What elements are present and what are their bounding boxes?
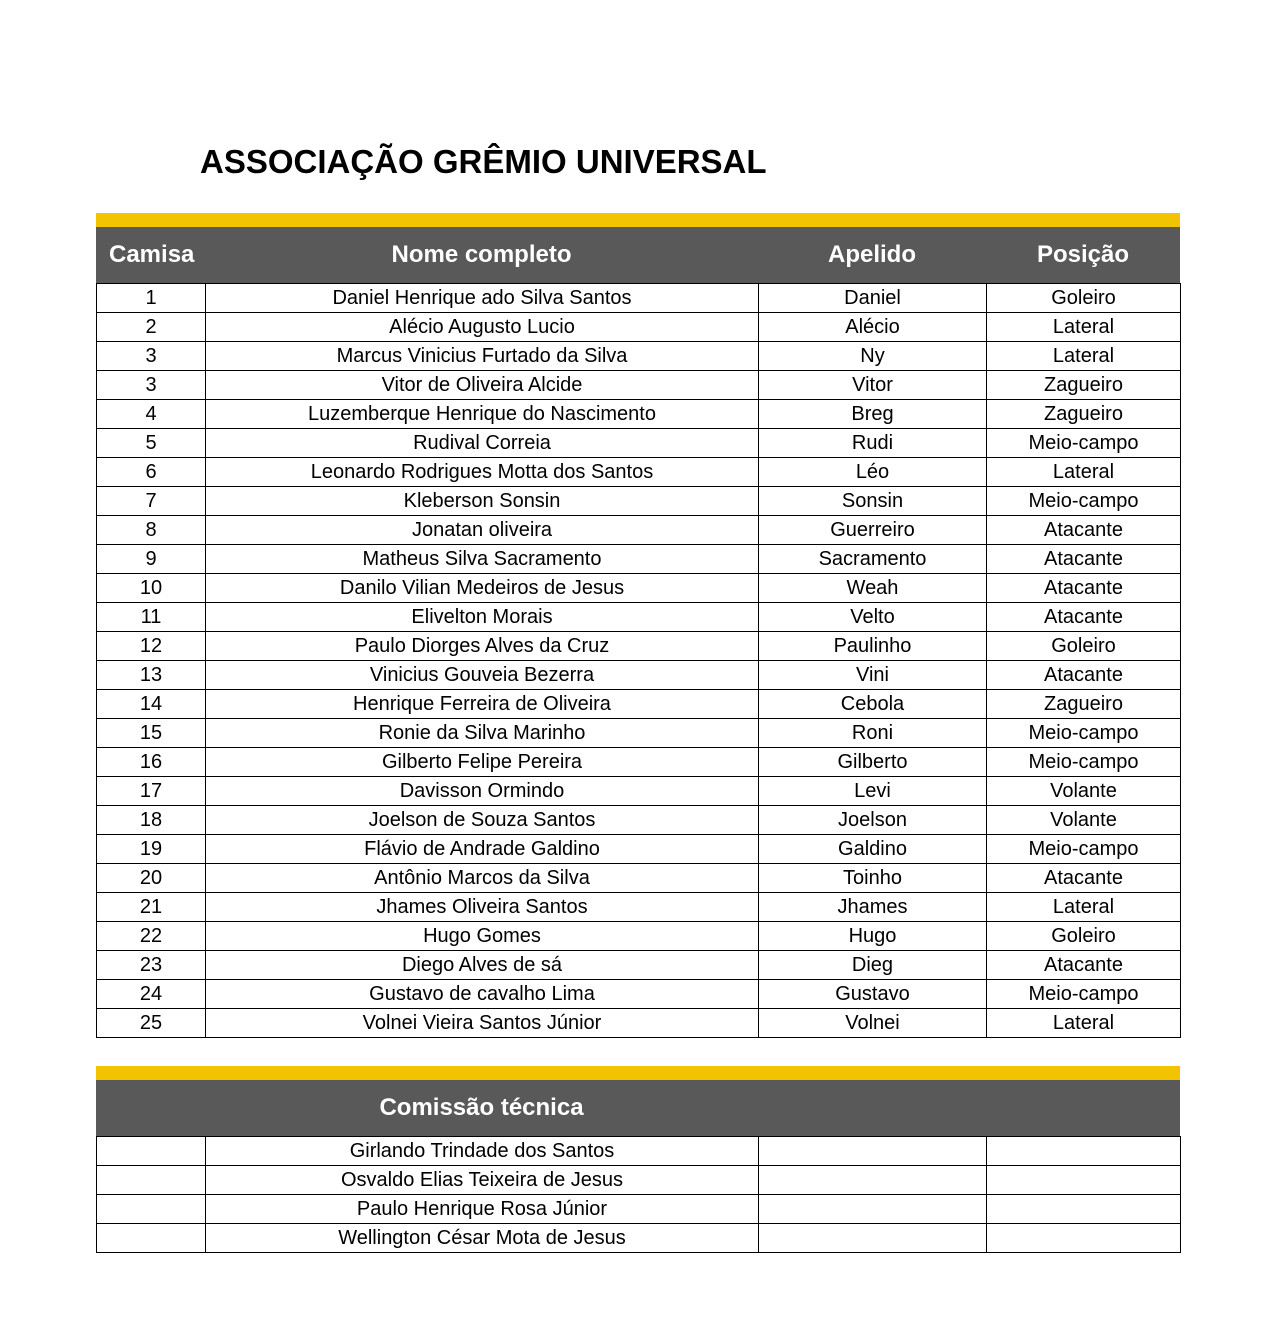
cell-position: Meio-campo — [987, 835, 1181, 864]
cell-full-name: Hugo Gomes — [206, 922, 759, 951]
player-row — [97, 284, 1181, 313]
cell-position: Meio-campo — [987, 719, 1181, 748]
cell-full-name: Leonardo Rodrigues Motta dos Santos — [206, 458, 759, 487]
cell-position: Meio-campo — [987, 980, 1181, 1009]
accent-bar — [96, 1066, 1180, 1080]
player-row — [97, 748, 1181, 777]
cell-position — [987, 1195, 1181, 1224]
cell-nickname: Volnei — [759, 1009, 987, 1038]
cell-full-name: Luzemberque Henrique do Nascimento — [206, 400, 759, 429]
cell-full-name: Rudival Correia — [206, 429, 759, 458]
header-staff-title: Comissão técnica — [379, 1094, 584, 1121]
players-table-body — [97, 284, 1181, 1038]
cell-position: Atacante — [987, 545, 1181, 574]
cell-position: Atacante — [987, 603, 1181, 632]
cell-nickname: Léo — [759, 458, 987, 487]
cell-position: Atacante — [987, 516, 1181, 545]
cell-shirt: 5 — [97, 429, 206, 458]
cell-nickname: Ny — [759, 342, 987, 371]
cell-shirt: 22 — [97, 922, 206, 951]
cell-position: Zagueiro — [987, 371, 1181, 400]
player-row — [97, 342, 1181, 371]
players-table — [96, 283, 1181, 1038]
staff-row — [97, 1166, 1181, 1195]
header-nickname: Apelido — [828, 241, 916, 268]
header-spacer — [986, 1080, 1180, 1136]
cell-nickname — [759, 1224, 987, 1253]
cell-position: Meio-campo — [987, 487, 1181, 516]
cell-shirt: 8 — [97, 516, 206, 545]
cell-position: Volante — [987, 806, 1181, 835]
cell-shirt: 18 — [97, 806, 206, 835]
header-spacer — [758, 1080, 986, 1136]
cell-full-name: Gilberto Felipe Pereira — [206, 748, 759, 777]
cell-shirt: 13 — [97, 661, 206, 690]
cell-nickname: Cebola — [759, 690, 987, 719]
page-title: ASSOCIAÇÃO GRÊMIO UNIVERSAL — [200, 143, 767, 180]
cell-position: Volante — [987, 777, 1181, 806]
cell-nickname: Vitor — [759, 371, 987, 400]
player-row — [97, 632, 1181, 661]
player-row — [97, 922, 1181, 951]
cell-position: Lateral — [987, 458, 1181, 487]
cell-nickname: Daniel — [759, 284, 987, 313]
player-row — [97, 603, 1181, 632]
staff-table-body — [97, 1137, 1181, 1253]
player-row — [97, 864, 1181, 893]
cell-nickname: Guerreiro — [759, 516, 987, 545]
cell-nickname: Toinho — [759, 864, 987, 893]
cell-nickname: Velto — [759, 603, 987, 632]
player-row — [97, 777, 1181, 806]
cell-full-name: Wellington César Mota de Jesus — [206, 1224, 759, 1253]
cell-shirt — [97, 1137, 206, 1166]
player-row — [97, 1009, 1181, 1038]
cell-shirt: 11 — [97, 603, 206, 632]
cell-shirt: 4 — [97, 400, 206, 429]
cell-full-name: Ronie da Silva Marinho — [206, 719, 759, 748]
cell-shirt: 9 — [97, 545, 206, 574]
cell-position — [987, 1137, 1181, 1166]
cell-shirt: 20 — [97, 864, 206, 893]
cell-position: Lateral — [987, 313, 1181, 342]
cell-nickname: Weah — [759, 574, 987, 603]
cell-full-name: Vitor de Oliveira Alcide — [206, 371, 759, 400]
cell-shirt: 19 — [97, 835, 206, 864]
cell-position: Lateral — [987, 342, 1181, 371]
cell-shirt: 1 — [97, 284, 206, 313]
cell-full-name: Paulo Henrique Rosa Júnior — [206, 1195, 759, 1224]
player-row — [97, 951, 1181, 980]
cell-position: Atacante — [987, 661, 1181, 690]
cell-nickname: Hugo — [759, 922, 987, 951]
cell-full-name: Marcus Vinicius Furtado da Silva — [206, 342, 759, 371]
cell-shirt: 16 — [97, 748, 206, 777]
cell-position: Lateral — [987, 1009, 1181, 1038]
staff-row — [97, 1137, 1181, 1166]
player-row — [97, 690, 1181, 719]
player-row — [97, 400, 1181, 429]
player-row — [97, 980, 1181, 1009]
cell-position: Meio-campo — [987, 429, 1181, 458]
player-row — [97, 545, 1181, 574]
cell-nickname: Vini — [759, 661, 987, 690]
cell-nickname: Sonsin — [759, 487, 987, 516]
cell-position: Goleiro — [987, 632, 1181, 661]
player-row — [97, 371, 1181, 400]
cell-full-name: Girlando Trindade dos Santos — [206, 1137, 759, 1166]
cell-full-name: Antônio Marcos da Silva — [206, 864, 759, 893]
cell-nickname: Joelson — [759, 806, 987, 835]
cell-nickname — [759, 1137, 987, 1166]
cell-full-name: Matheus Silva Sacramento — [206, 545, 759, 574]
cell-shirt: 25 — [97, 1009, 206, 1038]
cell-shirt: 12 — [97, 632, 206, 661]
staff-section — [96, 1066, 1180, 1253]
player-row — [97, 835, 1181, 864]
cell-position: Goleiro — [987, 922, 1181, 951]
cell-full-name: Kleberson Sonsin — [206, 487, 759, 516]
player-row — [97, 806, 1181, 835]
cell-shirt: 21 — [97, 893, 206, 922]
cell-full-name: Daniel Henrique ado Silva Santos — [206, 284, 759, 313]
cell-position — [987, 1224, 1181, 1253]
accent-bar — [96, 213, 1180, 227]
staff-row — [97, 1195, 1181, 1224]
staff-row — [97, 1224, 1181, 1253]
cell-full-name: Paulo Diorges Alves da Cruz — [206, 632, 759, 661]
cell-full-name: Gustavo de cavalho Lima — [206, 980, 759, 1009]
cell-shirt — [97, 1166, 206, 1195]
player-row — [97, 661, 1181, 690]
header-shirt: Camisa — [109, 241, 195, 268]
header-spacer — [96, 1080, 205, 1136]
cell-nickname: Alécio — [759, 313, 987, 342]
cell-shirt: 3 — [97, 371, 206, 400]
staff-header — [96, 1080, 1180, 1136]
cell-position: Atacante — [987, 864, 1181, 893]
cell-full-name: Joelson de Souza Santos — [206, 806, 759, 835]
player-row — [97, 313, 1181, 342]
cell-full-name: Volnei Vieira Santos Júnior — [206, 1009, 759, 1038]
cell-nickname: Breg — [759, 400, 987, 429]
player-row — [97, 429, 1181, 458]
cell-shirt — [97, 1224, 206, 1253]
player-row — [97, 487, 1181, 516]
header-position: Posição — [1036, 241, 1130, 268]
player-row — [97, 574, 1181, 603]
cell-shirt: 10 — [97, 574, 206, 603]
cell-position: Goleiro — [987, 284, 1181, 313]
cell-shirt — [97, 1195, 206, 1224]
cell-nickname — [759, 1166, 987, 1195]
cell-position: Lateral — [987, 893, 1181, 922]
cell-nickname: Jhames — [759, 893, 987, 922]
cell-shirt: 24 — [97, 980, 206, 1009]
cell-full-name: Jhames Oliveira Santos — [206, 893, 759, 922]
cell-full-name: Osvaldo Elias Teixeira de Jesus — [206, 1166, 759, 1195]
player-row — [97, 893, 1181, 922]
cell-shirt: 23 — [97, 951, 206, 980]
cell-shirt: 2 — [97, 313, 206, 342]
cell-nickname: Dieg — [759, 951, 987, 980]
cell-full-name: Davisson Ormindo — [206, 777, 759, 806]
cell-shirt: 7 — [97, 487, 206, 516]
cell-position: Zagueiro — [987, 690, 1181, 719]
cell-full-name: Jonatan oliveira — [206, 516, 759, 545]
cell-nickname: Gustavo — [759, 980, 987, 1009]
cell-nickname — [759, 1195, 987, 1224]
cell-full-name: Diego Alves de sá — [206, 951, 759, 980]
cell-nickname: Levi — [759, 777, 987, 806]
cell-full-name: Vinicius Gouveia Bezerra — [206, 661, 759, 690]
header-full-name: Nome completo — [391, 241, 572, 268]
players-header — [96, 227, 1180, 283]
cell-nickname: Paulinho — [759, 632, 987, 661]
cell-position: Atacante — [987, 951, 1181, 980]
players-section — [96, 213, 1180, 1038]
cell-full-name: Elivelton Morais — [206, 603, 759, 632]
cell-nickname: Galdino — [759, 835, 987, 864]
cell-shirt: 3 — [97, 342, 206, 371]
cell-position: Zagueiro — [987, 400, 1181, 429]
cell-position: Meio-campo — [987, 748, 1181, 777]
cell-shirt: 14 — [97, 690, 206, 719]
player-row — [97, 719, 1181, 748]
cell-full-name: Henrique Ferreira de Oliveira — [206, 690, 759, 719]
cell-shirt: 17 — [97, 777, 206, 806]
player-row — [97, 516, 1181, 545]
player-row — [97, 458, 1181, 487]
cell-nickname: Rudi — [759, 429, 987, 458]
staff-table — [96, 1136, 1181, 1253]
cell-shirt: 6 — [97, 458, 206, 487]
cell-full-name: Danilo Vilian Medeiros de Jesus — [206, 574, 759, 603]
cell-nickname: Sacramento — [759, 545, 987, 574]
cell-position — [987, 1166, 1181, 1195]
cell-nickname: Gilberto — [759, 748, 987, 777]
cell-shirt: 15 — [97, 719, 206, 748]
cell-position: Atacante — [987, 574, 1181, 603]
cell-full-name: Flávio de Andrade Galdino — [206, 835, 759, 864]
cell-full-name: Alécio Augusto Lucio — [206, 313, 759, 342]
cell-nickname: Roni — [759, 719, 987, 748]
